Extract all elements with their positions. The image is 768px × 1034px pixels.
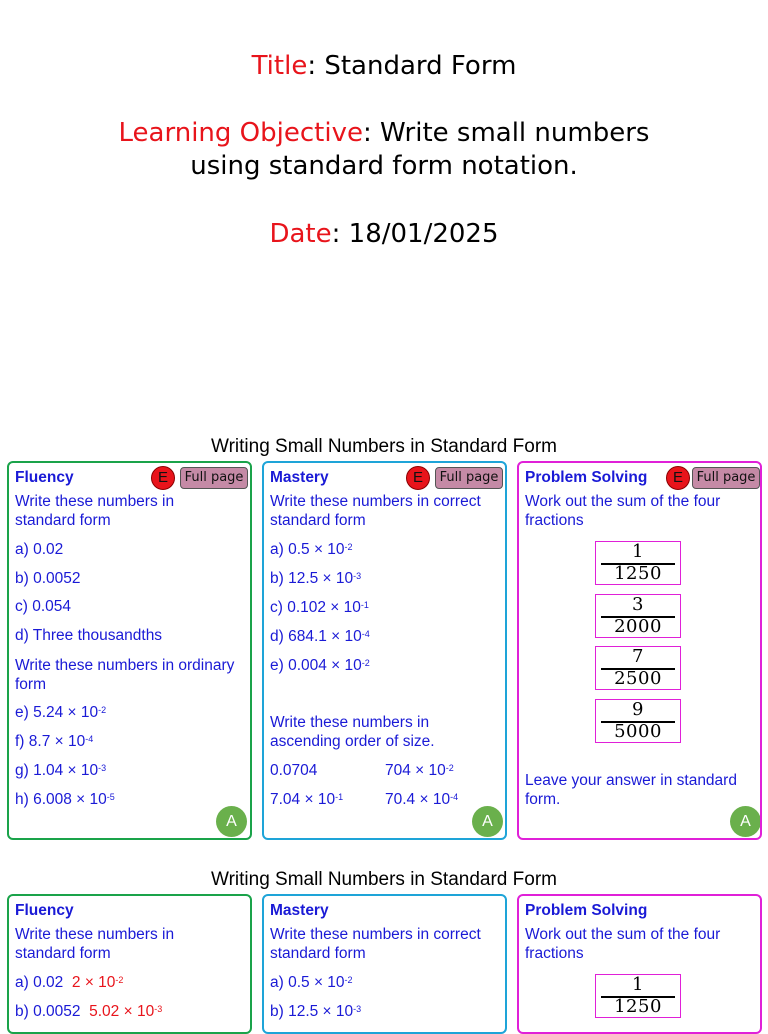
problem-leave-b: form. — [525, 791, 561, 808]
problem-solving-panel-1 — [517, 461, 762, 840]
slide-title-1: Writing Small Numbers in Standard Form — [211, 436, 557, 457]
mastery-instruction-1b: standard form — [270, 945, 366, 962]
mastery-question-a: a) $0.5 \times 10^{-2}$ — [270, 974, 353, 991]
problem-solving-panel-2 — [517, 894, 762, 1034]
mastery-instruction-2a: Write these numbers in — [270, 714, 430, 731]
order-number-4: $70.4 \times 10^{-4}$ — [385, 791, 459, 808]
explain-button[interactable]: E — [406, 466, 430, 490]
fluency-question-d: d) Three thousandths — [15, 627, 163, 644]
order-number-3: $7.04 \times 10^{-1}$ — [270, 791, 344, 808]
mastery-panel-1 — [262, 461, 507, 840]
problem-leave-a: Leave your answer in standard — [525, 772, 737, 789]
problem-instruction-b: fractions — [525, 512, 584, 529]
fraction-3: 7 2500 — [595, 646, 681, 690]
answers-button[interactable]: A — [472, 806, 503, 837]
fraction-1: 1 1250 — [595, 541, 681, 585]
fluency-question-a: a) 0.02 $2 \times 10^{-2}$ — [15, 974, 124, 991]
fluency-question-h: h) $6.008 \times 10^{-5}$ — [15, 791, 115, 808]
problem-solving-heading: Problem Solving — [525, 469, 648, 486]
fluency-question-a: a) 0.02 — [15, 541, 64, 558]
mastery-instruction-2b: ascending order of size. — [270, 733, 435, 750]
problem-instruction-a: Work out the sum of the four — [525, 493, 721, 510]
objective-text-1: : Write small numbers — [362, 118, 650, 148]
mastery-question-b: b) $12.5 \times 10^{-3}$ — [270, 1003, 362, 1020]
mastery-question-d: d) $684.1 \times 10^{-4}$ — [270, 628, 370, 645]
full-page-button[interactable]: Full page — [692, 467, 760, 489]
fluency-panel-2 — [7, 894, 252, 1034]
problem-instruction-a: Work out the sum of the four — [525, 926, 721, 943]
answers-button[interactable]: A — [730, 806, 761, 837]
answers-button[interactable]: A — [216, 806, 247, 837]
fraction-4: 9 5000 — [595, 699, 681, 743]
fluency-question-g: g) $1.04 \times 10^{-3}$ — [15, 762, 107, 779]
fluency-instruction-1a: Write these numbers in — [15, 926, 175, 943]
title-line — [0, 50, 768, 83]
fluency-question-f: f) $8.7 \times 10^{-4}$ — [15, 733, 94, 750]
fluency-question-b: b) 0.0052 $5.02 \times 10^{-3}$ — [15, 1003, 163, 1020]
date-line — [0, 218, 768, 251]
mastery-heading: Mastery — [270, 902, 329, 919]
objective-line-2 — [0, 150, 768, 183]
fluency-instruction-1a: Write these numbers in — [15, 493, 175, 510]
mastery-question-c: c) $0.102 \times 10^{-1}$ — [270, 599, 369, 616]
answer-a: $2 \times 10^{-2}$ — [71, 974, 124, 991]
objective-label: Learning Objective — [118, 118, 363, 148]
full-page-button[interactable]: Full page — [180, 467, 248, 489]
slide-title-2: Writing Small Numbers in Standard Form — [211, 869, 557, 890]
fraction-1: 1 1250 — [595, 974, 681, 1018]
objective-line-1 — [0, 117, 768, 150]
title-label: Title — [251, 51, 308, 81]
answer-b: $5.02 \times 10^{-3}$ — [89, 1003, 163, 1020]
mastery-panel-2 — [262, 894, 507, 1034]
fluency-question-b: b) 0.0052 — [15, 570, 81, 587]
title-value: : Standard Form — [307, 51, 517, 81]
fraction-2: 3 2000 — [595, 594, 681, 638]
mastery-question-b: b) $12.5 \times 10^{-3}$ — [270, 570, 362, 587]
mastery-instruction-1a: Write these numbers in correct — [270, 926, 481, 943]
date-value: : 18/01/2025 — [331, 219, 499, 249]
order-number-2: $704 \times 10^{-2}$ — [385, 762, 454, 779]
explain-button[interactable]: E — [151, 466, 175, 490]
full-page-button[interactable]: Full page — [435, 467, 503, 489]
mastery-question-e: e) $0.004 \times 10^{-2}$ — [270, 657, 370, 674]
fluency-heading: Fluency — [15, 469, 74, 486]
mastery-question-a: a) $0.5 \times 10^{-2}$ — [270, 541, 353, 558]
mastery-instruction-1a: Write these numbers in correct — [270, 493, 481, 510]
mastery-heading: Mastery — [270, 469, 329, 486]
problem-solving-heading: Problem Solving — [525, 902, 648, 919]
fluency-instruction-1b: standard form — [15, 945, 111, 962]
fluency-instruction-1b: standard form — [15, 512, 111, 529]
date-label: Date — [269, 219, 332, 249]
fluency-instruction-2b: form — [15, 676, 46, 693]
fluency-panel-1 — [7, 461, 252, 840]
explain-button[interactable]: E — [666, 466, 690, 490]
mastery-instruction-1b: standard form — [270, 512, 366, 529]
fluency-question-c: c) 0.054 — [15, 598, 72, 615]
fluency-question-e: e) $5.24 \times 10^{-2}$ — [15, 704, 107, 721]
fluency-heading: Fluency — [15, 902, 74, 919]
order-number-1: 0.0704 — [270, 762, 318, 779]
fluency-instruction-2a: Write these numbers in ordinary — [15, 657, 235, 674]
objective-text-2: using standard form notation. — [190, 151, 578, 181]
problem-instruction-b: fractions — [525, 945, 584, 962]
